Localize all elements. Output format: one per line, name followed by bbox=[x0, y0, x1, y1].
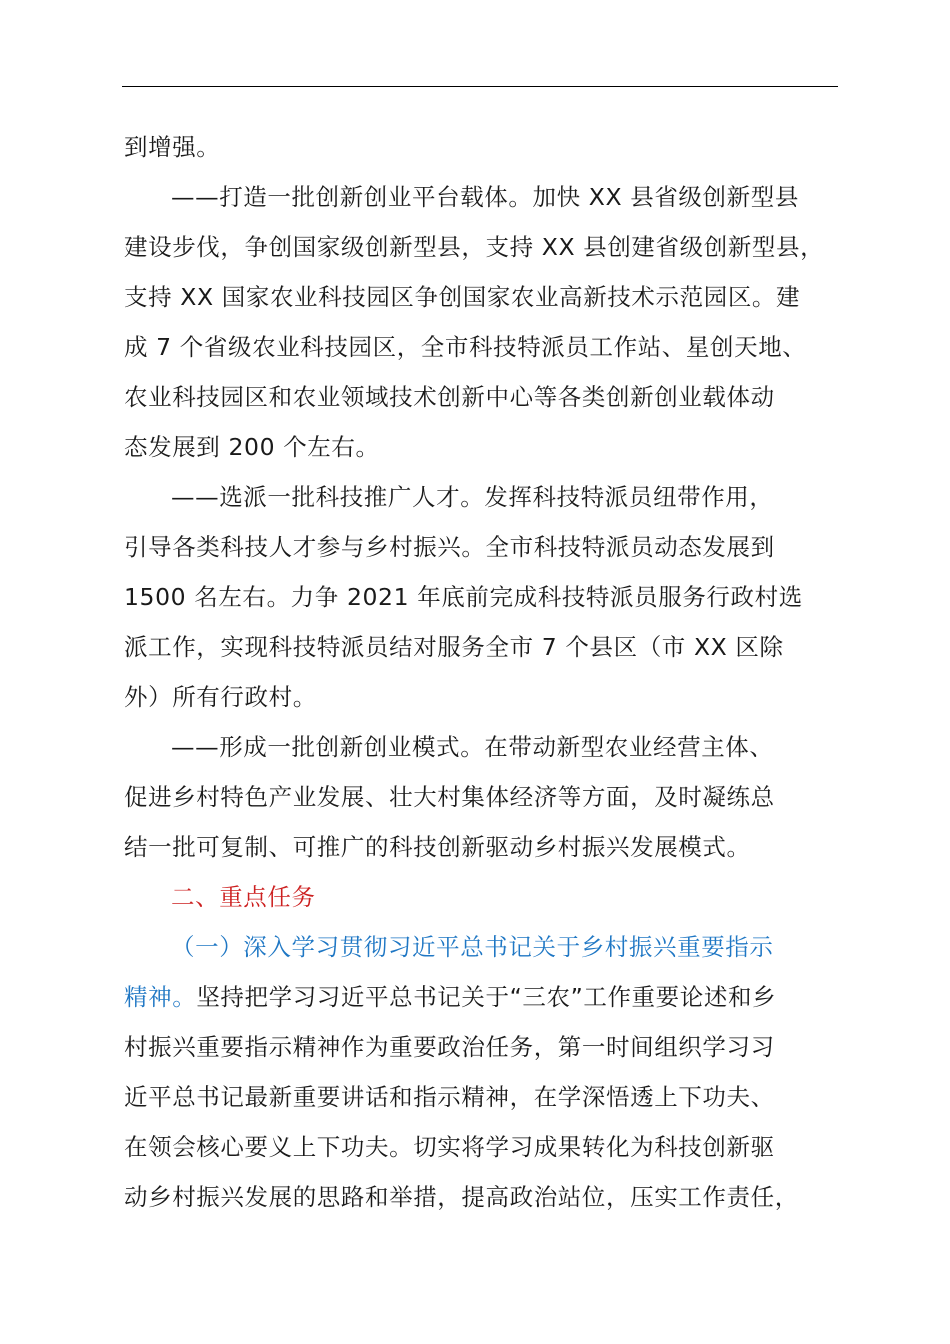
body-line: 引导各类科技人才参与乡村振兴。全市科技特派员动态发展到 bbox=[124, 533, 775, 561]
body-line: 结一批可复制、可推广的科技创新驱动乡村振兴发展模式。 bbox=[124, 833, 751, 861]
subsection-heading: （一）深入学习贯彻习近平总书记关于乡村振兴重要指示 bbox=[171, 933, 774, 961]
body-line: 动乡村振兴发展的思路和举措，提高政治站位，压实工作责任， bbox=[124, 1183, 799, 1211]
subsection-heading-end: 精神。 bbox=[124, 983, 197, 1011]
body-line: 支持 XX 国家农业科技园区争创国家农业高新技术示范园区。建 bbox=[124, 283, 801, 311]
body-line-text: 坚持把学习习近平总书记关于“三农”工作重要论述和乡 bbox=[196, 983, 777, 1011]
body-line: 外）所有行政村。 bbox=[124, 683, 317, 711]
body-line: 到增强。 bbox=[124, 133, 221, 161]
body-line: 成 7 个省级农业科技园区，全市科技特派员工作站、星创天地、 bbox=[124, 333, 807, 361]
body-line: 在领会核心要义上下功夫。切实将学习成果转化为科技创新驱 bbox=[124, 1133, 775, 1161]
document-body bbox=[124, 122, 840, 1222]
body-line: 派工作，实现科技特派员结对服务全市 7 个县区（市 XX 区除 bbox=[124, 633, 784, 661]
body-line bbox=[124, 972, 840, 1022]
header-rule bbox=[122, 86, 838, 87]
body-line: 促进乡村特色产业发展、壮大村集体经济等方面，及时凝练总 bbox=[124, 783, 775, 811]
body-line: 1500 名左右。力争 2021 年底前完成科技特派员服务行政村选 bbox=[124, 583, 803, 611]
body-line: 近平总书记最新重要讲话和指示精神，在学深悟透上下功夫、 bbox=[124, 1083, 775, 1111]
bullet-platform-line: ——打造一批创新创业平台载体。加快 XX 县省级创新型县 bbox=[171, 183, 799, 211]
body-line: 建设步伐，争创国家级创新型县，支持 XX 县创建省级创新型县， bbox=[124, 233, 825, 261]
body-line: 村振兴重要指示精神作为重要政治任务，第一时间组织学习习 bbox=[124, 1033, 775, 1061]
section-heading: 二、重点任务 bbox=[171, 883, 316, 911]
body-line: 农业科技园区和农业领域技术创新中心等各类创新创业载体动 bbox=[124, 383, 775, 411]
body-line: 态发展到 200 个左右。 bbox=[124, 433, 380, 461]
bullet-talent-line: ——选派一批科技推广人才。发挥科技特派员纽带作用， bbox=[171, 483, 774, 511]
bullet-model-line: ——形成一批创新创业模式。在带动新型农业经营主体、 bbox=[171, 733, 774, 761]
